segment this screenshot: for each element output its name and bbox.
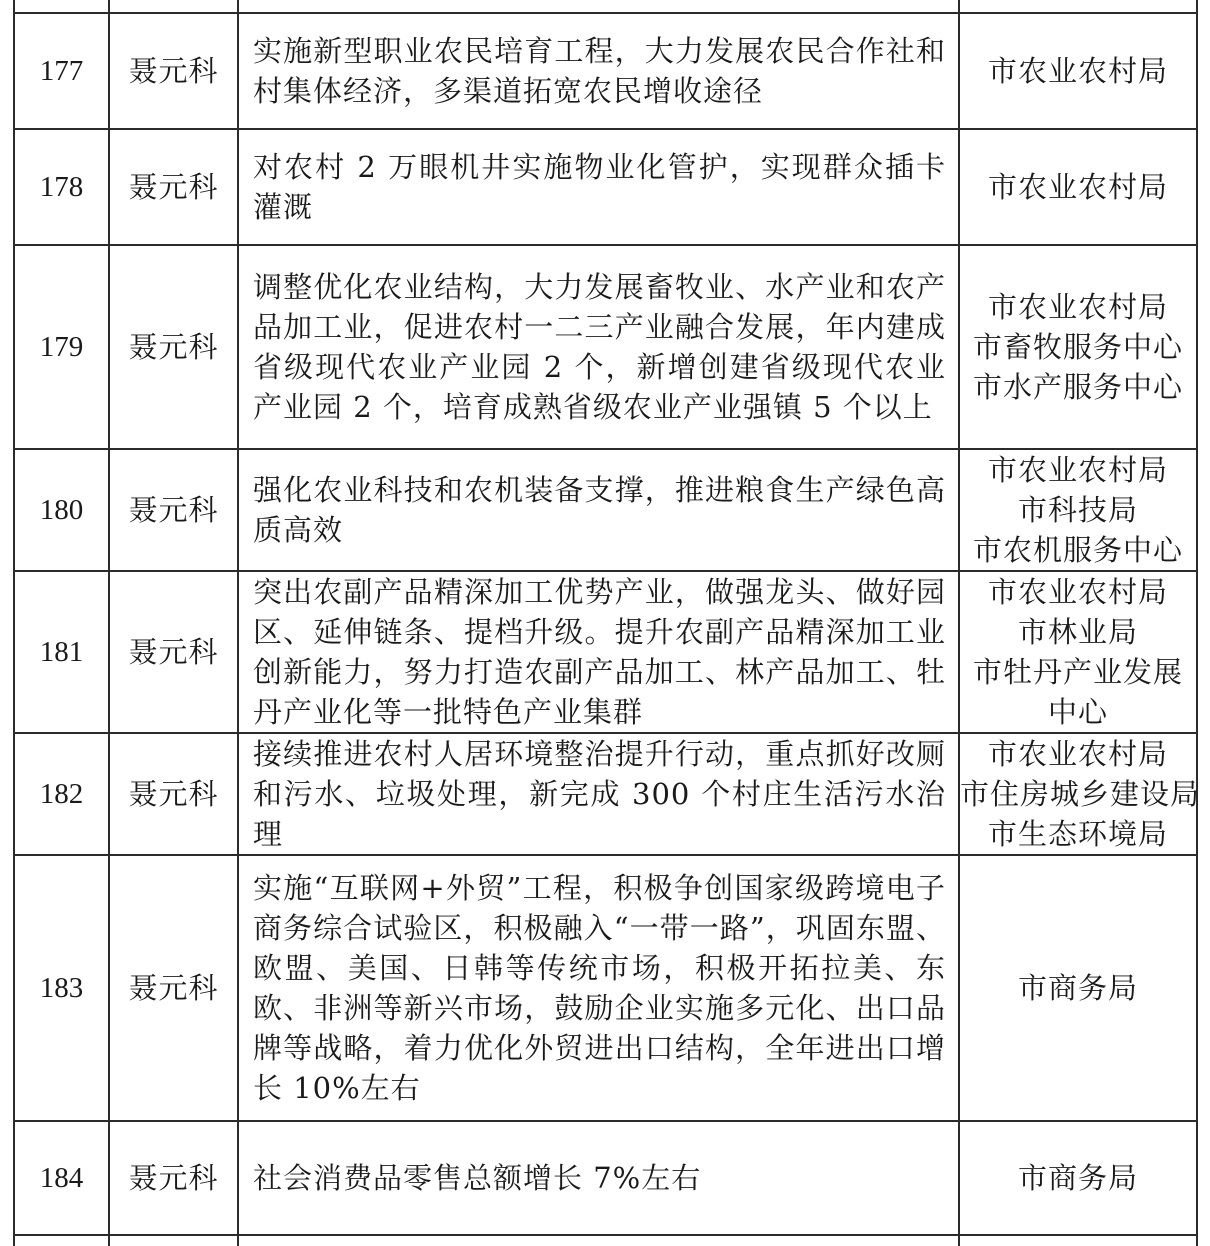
leader-name: 聂元科 (109, 245, 238, 449)
table-row (14, 449, 1197, 571)
row-number: 181 (14, 571, 109, 733)
department-name: 市商务局 (1017, 971, 1138, 1005)
department-name: 市生态环境局 (987, 817, 1168, 851)
table-row-cut-bottom (14, 1235, 1197, 1246)
leader-name: 聂元科 (109, 13, 238, 129)
row-number: 177 (14, 13, 109, 129)
leader-name: 聂元科 (109, 855, 238, 1121)
department-name: 市农业农村局 (987, 170, 1168, 204)
task-table-page (13, 0, 1201, 1240)
department-name: 市畜牧服务中心 (972, 330, 1183, 364)
department-name: 中心 (1047, 695, 1108, 729)
row-number: 184 (14, 1121, 109, 1235)
responsible-departments (959, 733, 1201, 855)
task-description: 强化农业科技和农机装备支撑，推进粮食生产绿色高质高效 (238, 449, 959, 571)
row-number: 183 (14, 855, 109, 1121)
department-name: 市商务局 (1017, 1161, 1138, 1195)
table-row (14, 571, 1197, 733)
leader-name: 聂元科 (109, 733, 238, 855)
leader-name: 聂元科 (109, 571, 238, 733)
leader-name: 聂元科 (109, 129, 238, 245)
department-name: 市农业农村局 (987, 54, 1168, 88)
responsible-departments (959, 245, 1197, 449)
department-name: 市农机服务中心 (972, 533, 1183, 567)
responsible-departments (959, 129, 1197, 245)
task-description: 接续推进农村人居环境整治提升行动，重点抓好改厕和污水、垃圾处理，新完成 300 个村庄生活污水治理 (238, 733, 959, 855)
department-name: 市水产服务中心 (972, 370, 1183, 404)
row-number: 179 (14, 245, 109, 449)
table-row (14, 855, 1197, 1121)
task-description: 调整优化农业结构，大力发展畜牧业、水产业和农产品加工业，促进农村一二三产业融合发展，年内建成省级现代农业产业园 2 个，新增创建省级现代农业产业园 2 个，培育成熟省级农业产业强镇 5 个以上 (238, 245, 959, 449)
responsible-departments (959, 13, 1197, 129)
task-description: 实施“互联网+外贸”工程，积极争创国家级跨境电子商务综合试验区，积极融入“一带一路”，巩固东盟、欧盟、美国、日韩等传统市场，积极开拓拉美、东欧、非洲等新兴市场，鼓励企业实施多元化、出口品牌等战略，着力优化外贸进出口结构，全年进出口增长 10%左右 (238, 855, 959, 1121)
department-name: 市林业局 (1017, 615, 1138, 649)
table-row (14, 13, 1197, 129)
responsible-departments (959, 449, 1197, 571)
row-number: 178 (14, 129, 109, 245)
row-number: 182 (14, 733, 109, 855)
task-description: 对农村 2 万眼机井实施物业化管护，实现群众插卡灌溉 (238, 129, 959, 245)
department-name: 市农业农村局 (987, 290, 1168, 324)
task-table (13, 0, 1201, 1246)
task-description: 实施新型职业农民培育工程，大力发展农民合作社和村集体经济，多渠道拓宽农民增收途径 (238, 13, 959, 129)
table-row (14, 245, 1197, 449)
department-name: 市牡丹产业发展 (972, 655, 1183, 689)
task-description: 社会消费品零售总额增长 7%左右 (238, 1121, 959, 1235)
department-name: 市农业农村局 (987, 453, 1168, 487)
department-name: 市农业农村局 (987, 737, 1168, 771)
table-row (14, 733, 1197, 855)
department-name: 市科技局 (1017, 493, 1138, 527)
table-row-cut-top (14, 0, 1197, 13)
leader-name: 聂元科 (109, 449, 238, 571)
leader-name: 聂元科 (109, 1121, 238, 1235)
responsible-departments (959, 571, 1197, 733)
row-number: 180 (14, 449, 109, 571)
table-row (14, 1121, 1197, 1235)
responsible-departments (959, 855, 1197, 1121)
task-description: 突出农副产品精深加工优势产业，做强龙头、做好园区、延伸链条、提档升级。提升农副产品精深加工业创新能力，努力打造农副产品加工、林产品加工、牡丹产业化等一批特色产业集群 (238, 571, 959, 733)
responsible-departments (959, 1121, 1197, 1235)
department-name: 市住房城乡建设局 (960, 777, 1201, 811)
table-row (14, 129, 1197, 245)
department-name: 市农业农村局 (987, 575, 1168, 609)
